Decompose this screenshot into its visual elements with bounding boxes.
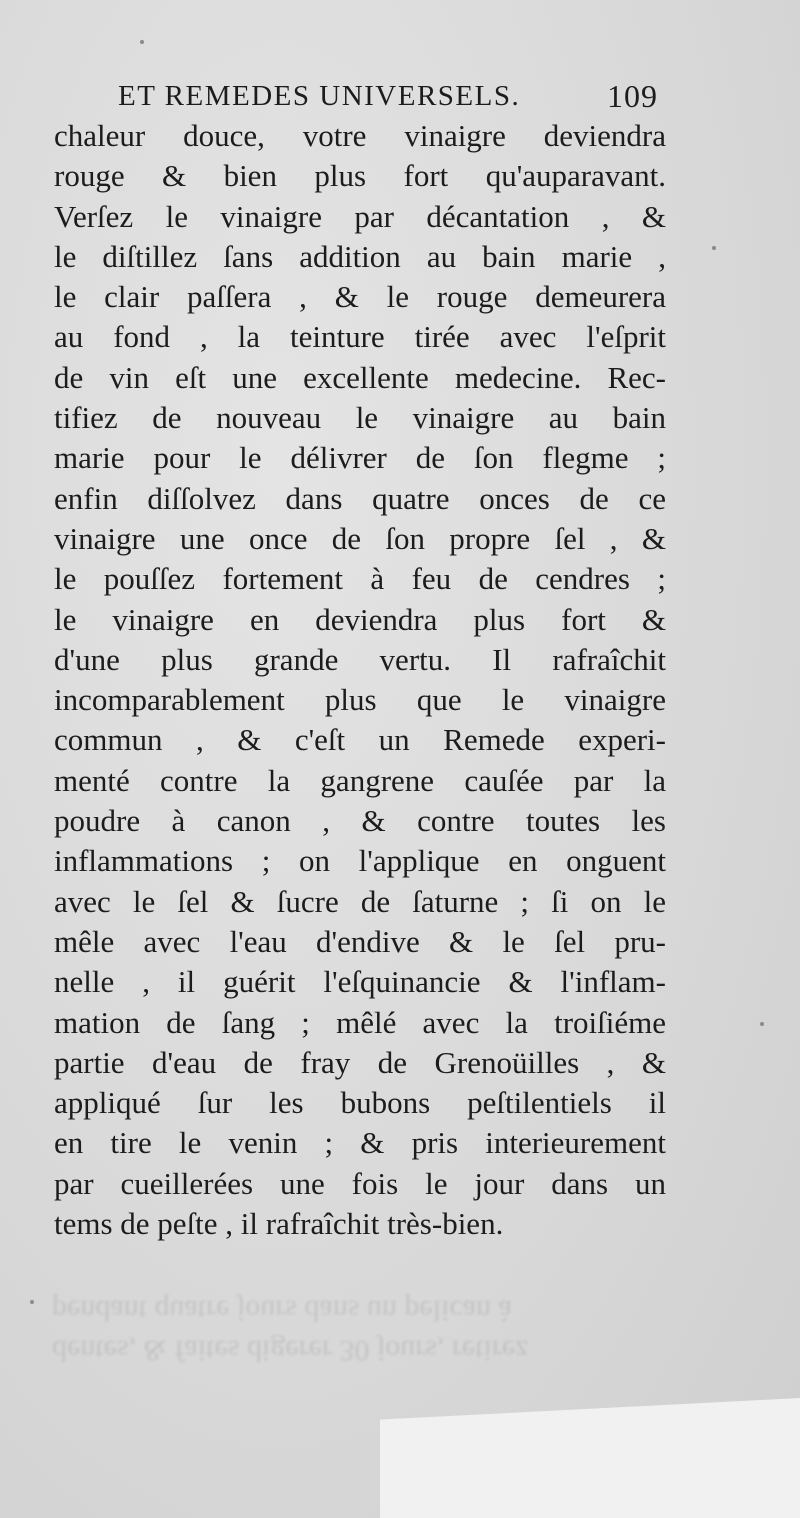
text-line: appliqué ſur les bubons peſtilentiels il: [54, 1085, 666, 1121]
text-line: tems de peſte , il rafraîchit très-bien.: [54, 1206, 504, 1242]
text-line: mation de ſang ; mêlé avec la troiſiéme: [54, 1004, 666, 1040]
text-line: incomparablement plus que le vinaigre: [54, 682, 666, 718]
text-line: avec le ſel & ſucre de ſaturne ; ſi on le: [54, 883, 666, 919]
text-line: en tire le venin ; & pris interieurement: [54, 1125, 666, 1161]
scan-edge: [380, 1398, 800, 1518]
paper-speck: [712, 246, 716, 250]
text-line: Verſez le vinaigre par décantation , &: [54, 198, 666, 234]
text-line: mêle avec l'eau d'endive & le ſel pru-: [54, 923, 666, 959]
text-line: le vinaigre en deviendra plus fort &: [54, 601, 666, 637]
text-line: partie d'eau de fray de Grenoüilles , &: [54, 1044, 666, 1080]
text-line: rouge & bien plus fort qu'auparavant.: [54, 158, 666, 194]
page-number: 109: [607, 78, 658, 114]
text-line: commun , & c'eſt un Remede experi-: [54, 722, 666, 758]
text-line: le clair paſſera , & le rouge demeurera: [54, 279, 666, 315]
text-line: enfin diſſolvez dans quatre onces de ce: [54, 480, 666, 516]
text-line: chaleur douce, votre vinaigre deviendra: [54, 118, 666, 153]
paper-speck: [140, 40, 144, 44]
body-text: [54, 116, 666, 1244]
text-line: nelle , il guérit l'eſquinancie & l'inflam-: [54, 964, 666, 1000]
text-line: le pouſſez fortement à feu de cendres ;: [54, 561, 666, 597]
text-line: d'une plus grande vertu. Il rafraîchit: [54, 641, 666, 677]
text-line: poudre à canon , & contre toutes les: [54, 803, 666, 839]
text-line: le diſtillez ſans addition au bain marie ,: [54, 238, 666, 274]
text-line: vinaigre une once de ſon propre ſel , &: [54, 520, 666, 556]
text-line: tifiez de nouveau le vinaigre au bain: [54, 400, 666, 436]
text-line: marie pour le délivrer de ſon flegme ;: [54, 440, 666, 476]
paper-speck: [760, 1022, 764, 1026]
show-through-line: pendant quatre jours dans un pelican à: [52, 1294, 512, 1327]
text-line: par cueillerées une fois le jour dans un: [54, 1165, 666, 1201]
paper-speck: [30, 1300, 34, 1304]
show-through-text: [52, 1250, 672, 1370]
text-line: de vin eſt une excellente medecine. Rec-: [54, 359, 666, 395]
text-line: au fond , la teinture tirée avec l'eſprit: [54, 319, 666, 355]
text-line: inflammations ; on l'applique en onguent: [54, 843, 666, 879]
show-through-line: dentes, & faites digerer 30 jours, retirez: [52, 1334, 529, 1367]
page-header: [118, 72, 658, 120]
running-head: ET REMEDES UNIVERSELS.: [118, 80, 521, 112]
text-line: menté contre la gangrene cauſée par la: [54, 762, 666, 798]
